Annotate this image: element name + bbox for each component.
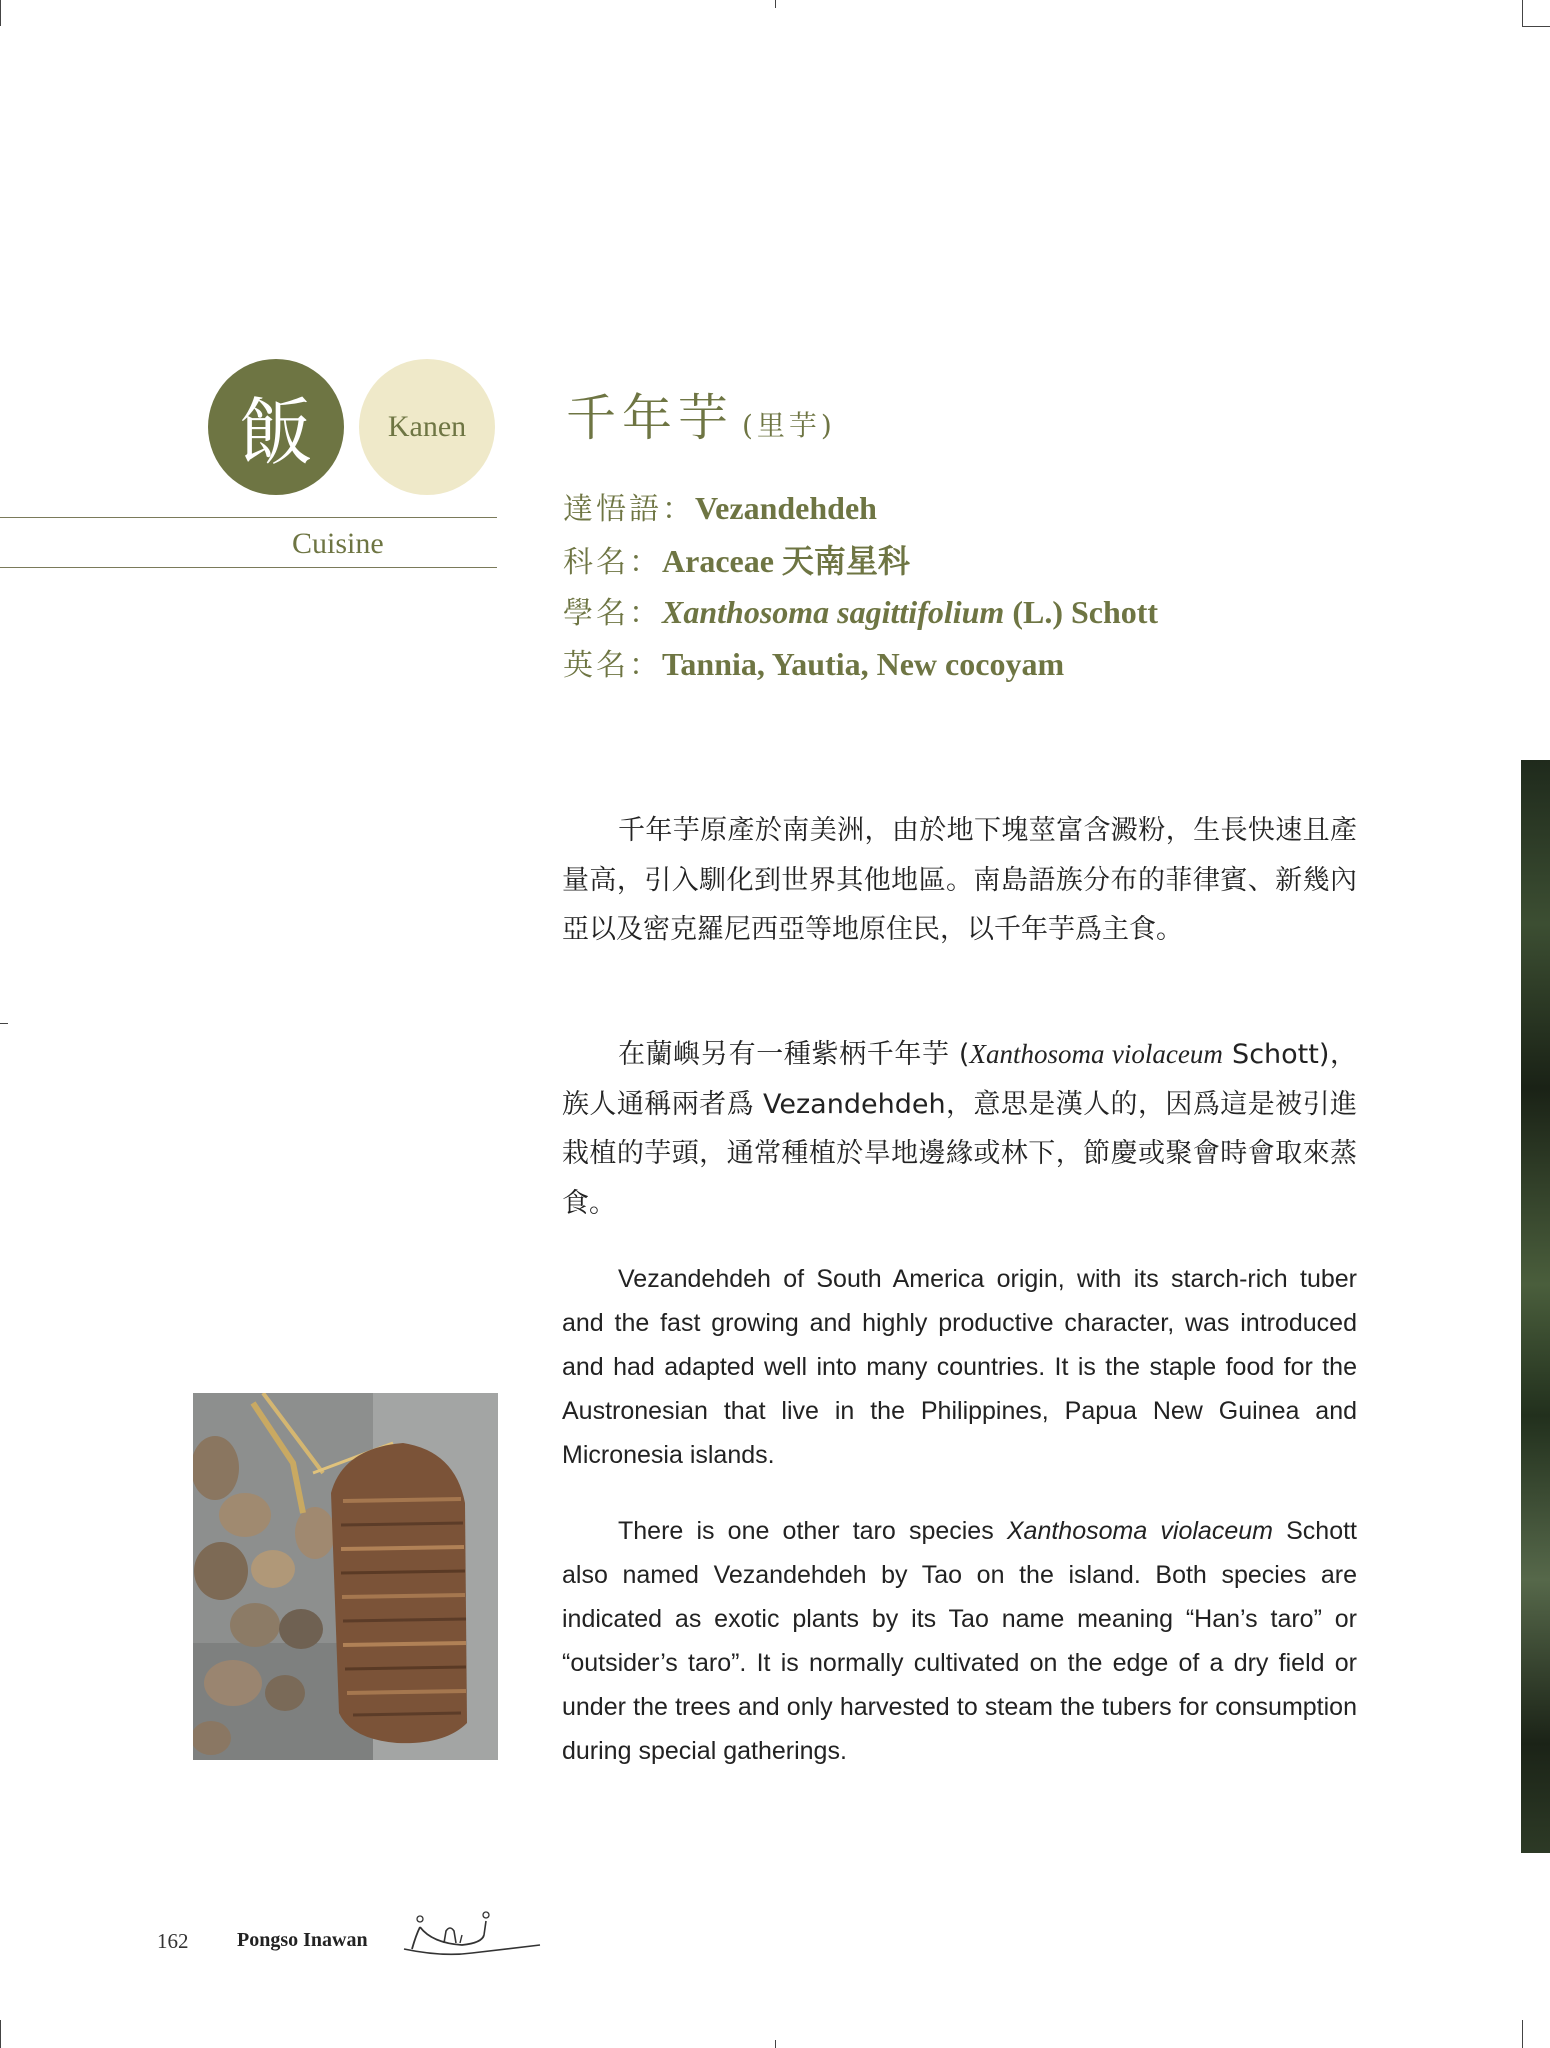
- english-paragraph-2-text-end: Schott also named Vezandehdeh by Tao on the island. Both species are indicated as exotic plants by its Tao name meaning “Han’s taro” or “outsider’s taro”. It is normally cultivated on the edge of a dry field or under the trees and only harvested to steam the tubers for consumption during special gatherings.: [562, 1517, 1357, 1765]
- crop-mark: [0, 1023, 8, 1024]
- section-word: Kanen: [387, 410, 467, 443]
- crop-mark: [0, 0, 1, 26]
- header-rule-top: [0, 517, 497, 518]
- crop-mark: [775, 0, 776, 8]
- english-paragraph-2-text: There is one other taro species: [618, 1517, 1007, 1545]
- section-word-badge: [359, 359, 495, 495]
- book-title: Pongso Inawan: [237, 1929, 368, 1951]
- scientific-name-value: Xanthosoma sagittifolium: [662, 594, 1005, 630]
- crop-mark: [1522, 2020, 1523, 2048]
- chinese-paragraph-2-text-end: Schott)，族人通稱兩者爲 Vezandehdeh，意思是漢人的，因爲這是被引進栽植的芋頭，通常種植於旱地邊緣或林下，節慶或聚會時會取來蒸食。: [562, 1039, 1358, 1219]
- taro-tuber-photo: [193, 1393, 498, 1760]
- foliage-photo-strip: [1521, 760, 1550, 1853]
- english-paragraph-2: [562, 1509, 1357, 1773]
- chinese-paragraph-2: [562, 1030, 1357, 1228]
- page-number: 162: [157, 1929, 189, 1953]
- family-line: [563, 536, 910, 582]
- header-rule-bottom: [0, 567, 497, 568]
- family-value: Araceae 天南星科: [662, 543, 910, 579]
- scientific-name-label: 學名：: [563, 596, 662, 631]
- scientific-name-author: (L.) Schott: [1004, 594, 1159, 630]
- crop-mark: [1522, 26, 1550, 27]
- entry-title-sub: (里芋): [742, 409, 836, 442]
- entry-title: [566, 378, 836, 450]
- tao-name-value: Vezandehdeh: [695, 490, 877, 526]
- chinese-paragraph-2-text: 在蘭嶼另有一種紫柄千年芋 (: [618, 1039, 970, 1070]
- tao-name-label: 達悟語：: [563, 492, 695, 527]
- scientific-name-line: [563, 588, 1158, 632]
- english-paragraph-1: Vezandehdeh of South America origin, with its starch-rich tuber and the fast growing and highly productive character, was introduced and had adapted well into many countries. It is the staple food for the Austronesian that live in the Philippines, Papua New Guinea and Micronesia islands.: [562, 1265, 1357, 1469]
- english-name-value: Tannia, Yautia, New cocoyam: [662, 646, 1065, 682]
- section-char: 飯: [239, 390, 313, 476]
- english-name-label: 英名：: [563, 648, 662, 683]
- boat-logo-icon: [402, 1905, 542, 1965]
- crop-mark: [0, 2020, 1, 2048]
- crop-mark: [775, 2040, 776, 2048]
- section-label: Cuisine: [292, 527, 384, 560]
- entry-title-main: 千年芋: [566, 389, 734, 447]
- family-label: 科名：: [563, 545, 662, 580]
- english-paragraph-2-species: Xanthosoma violaceum: [1006, 1517, 1273, 1545]
- chinese-paragraph-2-species: Xanthosoma violaceum: [969, 1039, 1223, 1069]
- crop-mark: [1522, 0, 1523, 26]
- chinese-paragraph-1: 千年芋原產於南美洲，由於地下塊莖富含澱粉，生長快速且產量高，引入馴化到世界其他地區。南島語族分布的菲律賓、新幾內亞以及密克羅尼西亞等地原住民，以千年芋爲主食。: [562, 815, 1357, 945]
- english-name-line: [563, 640, 1064, 684]
- section-char-badge: [208, 359, 344, 495]
- tao-name-line: [563, 484, 877, 528]
